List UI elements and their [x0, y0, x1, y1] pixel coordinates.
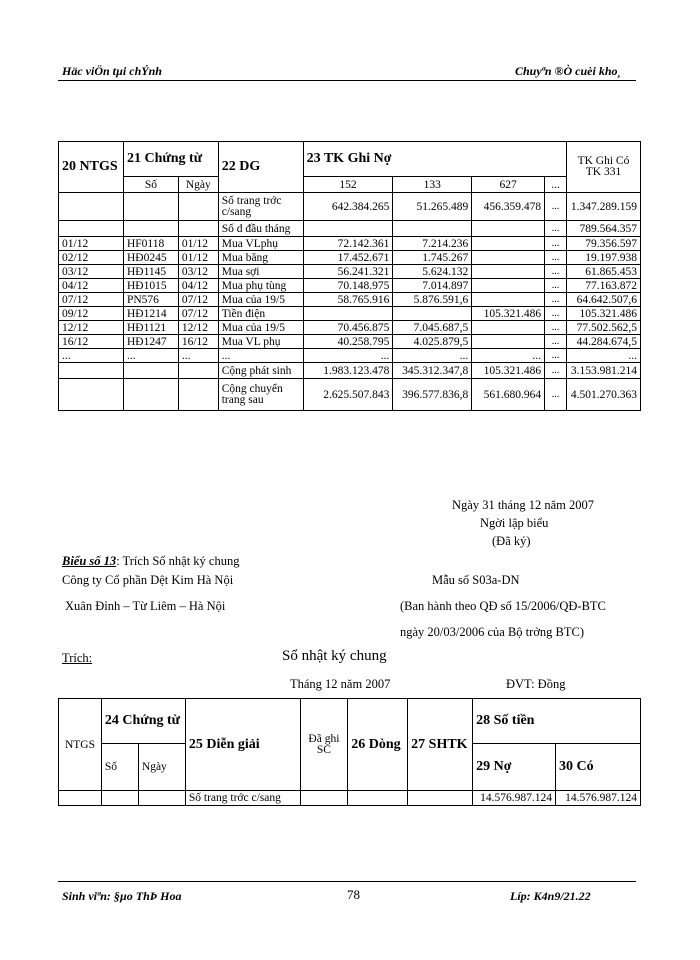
- col-dien-giai: 25 Diễn giải: [185, 699, 300, 791]
- book-title: Sổ nhật ký chung: [282, 648, 387, 664]
- cell-ngay: [178, 221, 218, 237]
- col-no: 29 Nợ: [473, 744, 556, 791]
- cell-ngay: ...: [178, 349, 218, 363]
- cell-co: 77.163.872: [566, 279, 640, 293]
- journal-body: [59, 791, 641, 806]
- cell-dg: Mua băng: [218, 251, 303, 265]
- cell-ngay: 16/12: [178, 335, 218, 349]
- cell-ntgs: 04/12: [59, 279, 124, 293]
- footer-left: Sinh viªn: §µo ThÞ Hoa: [62, 889, 182, 903]
- cell-c152: 70.456.875: [303, 321, 393, 335]
- cell-c152: 17.452.671: [303, 251, 393, 265]
- col-ntgs: 20 NTGS: [59, 142, 124, 193]
- cell-c133: 396.577.836,8: [393, 379, 472, 411]
- cell-cd: ...: [545, 221, 567, 237]
- table-row: [59, 349, 641, 363]
- col-chung-tu: 24 Chứng từ: [101, 699, 185, 744]
- col-so: Số: [123, 177, 178, 193]
- cell-ntgs: ...: [59, 349, 124, 363]
- header-rule: [58, 80, 636, 81]
- cell-so: HF0118: [123, 237, 178, 251]
- cell-shtk: [408, 791, 473, 806]
- col-da-ghi-sc: Đã ghi SC: [300, 699, 348, 791]
- cell-so: HĐ1145: [123, 265, 178, 279]
- cell-dong: [348, 791, 408, 806]
- table-row: [59, 265, 641, 279]
- cell-dg: Mua sợi: [218, 265, 303, 279]
- cell-c133: 51.265.489: [393, 193, 472, 221]
- cell-c627: [472, 293, 545, 307]
- cell-c627: [472, 279, 545, 293]
- cell-so: [123, 379, 178, 411]
- cell-ngay: 12/12: [178, 321, 218, 335]
- cell-ntgs: [59, 193, 124, 221]
- cell-co: 14.576.987.124: [556, 791, 641, 806]
- cell-so: HĐ0245: [123, 251, 178, 265]
- cell-cd: ...: [545, 279, 567, 293]
- form-label: Biểu số 13: [62, 554, 117, 568]
- company-address: Xuân Đỉnh – Từ Liêm – Hà Nội: [65, 599, 226, 613]
- cell-dg: Tiền điện: [218, 307, 303, 321]
- cell-c133: [393, 221, 472, 237]
- cell-c133: 7.014.897: [393, 279, 472, 293]
- cell-cd: ...: [545, 349, 567, 363]
- cell-ngay: 01/12: [178, 251, 218, 265]
- col-dong: 26 Dòng: [348, 699, 408, 791]
- page-number: 78: [347, 887, 360, 902]
- cell-co: 1.347.289.159: [566, 193, 640, 221]
- cell-ntgs: [59, 791, 102, 806]
- ledger-table: [58, 141, 641, 411]
- form-decision-date: ngày 20/03/2006 của Bộ trởng BTC): [400, 625, 585, 639]
- cell-cd: ...: [545, 335, 567, 349]
- col-chung-tu: 21 Chứng từ: [123, 142, 218, 177]
- cell-dg: Cộng chuyển trang sau: [218, 379, 303, 411]
- cell-c627: [472, 335, 545, 349]
- cell-ngay: [178, 193, 218, 221]
- cell-cd: ...: [545, 237, 567, 251]
- cell-so: [101, 791, 138, 806]
- cell-so: PN576: [123, 293, 178, 307]
- trich-label: Trích:: [62, 651, 93, 665]
- cell-cd: ...: [545, 293, 567, 307]
- cell-co: 4.501.270.363: [566, 379, 640, 411]
- cell-cd: ...: [545, 363, 567, 379]
- cell-dien_giai: Số trang trớc c/sang: [185, 791, 300, 806]
- ledger-body: [59, 193, 641, 411]
- cell-c627: ...: [472, 349, 545, 363]
- table-row: [59, 279, 641, 293]
- cell-co: 64.642.507,6: [566, 293, 640, 307]
- form-decision: (Ban hành theo QĐ số 15/2006/QĐ-BTC: [400, 599, 606, 613]
- cell-co: 789.564.357: [566, 221, 640, 237]
- cell-c152: 58.765.916: [303, 293, 393, 307]
- col-ngay: Ngày: [138, 744, 185, 791]
- cell-cd: ...: [545, 251, 567, 265]
- table-row: [59, 193, 641, 221]
- cell-c152: 1.983.123.478: [303, 363, 393, 379]
- cell-c152: 2.625.507.843: [303, 379, 393, 411]
- journal-table: [58, 698, 641, 806]
- col-133: 133: [393, 177, 472, 193]
- col-627: 627: [472, 177, 545, 193]
- cell-dg: Mua của 19/5: [218, 293, 303, 307]
- cell-c152: 56.241.321: [303, 265, 393, 279]
- cell-dg: Mua VL phụ: [218, 335, 303, 349]
- cell-ntgs: 12/12: [59, 321, 124, 335]
- cell-ngay: [138, 791, 185, 806]
- cell-c152: 40.258.795: [303, 335, 393, 349]
- cell-cd: ...: [545, 307, 567, 321]
- cell-c627: [472, 265, 545, 279]
- cell-so: HĐ1015: [123, 279, 178, 293]
- cell-dg: Cộng phát sinh: [218, 363, 303, 379]
- cell-c133: [393, 307, 472, 321]
- header-left: Häc viÖn tµi chÝnh: [62, 64, 162, 78]
- cell-c133: 5.876.591,6: [393, 293, 472, 307]
- cell-ntgs: 03/12: [59, 265, 124, 279]
- cell-c152: ...: [303, 349, 393, 363]
- cell-dg: Mua VLphụ: [218, 237, 303, 251]
- cell-cd: ...: [545, 265, 567, 279]
- col-ngay: Ngày: [178, 177, 218, 193]
- cell-c627: [472, 221, 545, 237]
- cell-ntgs: [59, 221, 124, 237]
- cell-c152: [303, 221, 393, 237]
- cell-c627: 456.359.478: [472, 193, 545, 221]
- cell-ntgs: [59, 379, 124, 411]
- cell-c152: [303, 307, 393, 321]
- cell-dg: Mua phụ tùng: [218, 279, 303, 293]
- col-shtk: 27 SHTK: [408, 699, 473, 791]
- cell-so: ...: [123, 349, 178, 363]
- col-co: 30 Có: [556, 744, 641, 791]
- cell-so: [123, 221, 178, 237]
- cell-so: HĐ1247: [123, 335, 178, 349]
- table-row: [59, 363, 641, 379]
- cell-co: 77.502.562,5: [566, 321, 640, 335]
- form-title: : Trích Sổ nhật ký chung: [116, 554, 240, 568]
- cell-ntgs: 07/12: [59, 293, 124, 307]
- cell-ntgs: [59, 363, 124, 379]
- cell-ntgs: 09/12: [59, 307, 124, 321]
- cell-c627: 561.680.964: [472, 379, 545, 411]
- col-dg: 22 DG: [218, 142, 303, 193]
- signature-date: Ngày 31 tháng 12 năm 2007: [452, 498, 594, 512]
- cell-da_ghi: [300, 791, 348, 806]
- cell-co: 105.321.486: [566, 307, 640, 321]
- header-right: Chuyªn ®Ò cuèi kho¸: [515, 64, 622, 78]
- cell-dg: ...: [218, 349, 303, 363]
- table-row: [59, 237, 641, 251]
- cell-so: [123, 363, 178, 379]
- signature-role: Ngời lập biểu: [480, 516, 549, 530]
- cell-co: 3.153.981.214: [566, 363, 640, 379]
- cell-no: 14.576.987.124: [473, 791, 556, 806]
- table-row: [59, 251, 641, 265]
- cell-c133: 7.045.687,5: [393, 321, 472, 335]
- cell-c152: 70.148.975: [303, 279, 393, 293]
- cell-c133: 5.624.132: [393, 265, 472, 279]
- col-ntgs: NTGS: [59, 699, 102, 791]
- cell-c627: 105.321.486: [472, 307, 545, 321]
- table-row: [59, 335, 641, 349]
- cell-so: HĐ1121: [123, 321, 178, 335]
- cell-ngay: 07/12: [178, 293, 218, 307]
- cell-co: 44.284.674,5: [566, 335, 640, 349]
- cell-co: 19.197.938: [566, 251, 640, 265]
- cell-c152: 642.384.265: [303, 193, 393, 221]
- cell-co: 61.865.453: [566, 265, 640, 279]
- cell-c627: [472, 321, 545, 335]
- book-month: Tháng 12 năm 2007: [290, 677, 391, 691]
- cell-ntgs: 16/12: [59, 335, 124, 349]
- cell-c627: [472, 237, 545, 251]
- cell-ntgs: 01/12: [59, 237, 124, 251]
- col-so-tien: 28 Số tiền: [473, 699, 641, 744]
- col-so: Số: [101, 744, 138, 791]
- cell-cd: ...: [545, 379, 567, 411]
- table-row: [59, 221, 641, 237]
- cell-c133: 345.312.347,8: [393, 363, 472, 379]
- form-heading: [62, 554, 239, 569]
- table-row: [59, 307, 641, 321]
- cell-co: 79.356.597: [566, 237, 640, 251]
- cell-ngay: 03/12: [178, 265, 218, 279]
- cell-so: HĐ1214: [123, 307, 178, 321]
- footer-right: Líp: K4n9/21.22: [510, 889, 591, 903]
- col-tk-ghi-co: TK Ghi Có TK 331: [566, 142, 640, 193]
- cell-so: [123, 193, 178, 221]
- cell-c627: 105.321.486: [472, 363, 545, 379]
- table-row: [59, 379, 641, 411]
- cell-ntgs: 02/12: [59, 251, 124, 265]
- cell-ngay: 01/12: [178, 237, 218, 251]
- cell-c627: [472, 251, 545, 265]
- cell-co: ...: [566, 349, 640, 363]
- table-row: [59, 321, 641, 335]
- cell-ngay: [178, 379, 218, 411]
- cell-ngay: [178, 363, 218, 379]
- cell-c133: 1.745.267: [393, 251, 472, 265]
- cell-cd: ...: [545, 193, 567, 221]
- cell-ngay: 04/12: [178, 279, 218, 293]
- col-152: 152: [303, 177, 393, 193]
- table-row: [59, 293, 641, 307]
- cell-c133: ...: [393, 349, 472, 363]
- footer-rule: [58, 881, 636, 882]
- cell-dg: Mua của 19/5: [218, 321, 303, 335]
- cell-cd: ...: [545, 321, 567, 335]
- cell-c133: 7.214.236: [393, 237, 472, 251]
- unit-label: ĐVT: Đồng: [506, 677, 566, 691]
- signature-note: (Đã ký): [492, 534, 531, 548]
- col-tk-ghi-no: 23 TK Ghi Nợ: [303, 142, 566, 177]
- cell-dg: Số trang trớc c/sang: [218, 193, 303, 221]
- form-number: Mẫu số S03a-DN: [432, 573, 520, 587]
- cell-c133: 4.025.879,5: [393, 335, 472, 349]
- cell-ngay: 07/12: [178, 307, 218, 321]
- cell-c152: 72.142.361: [303, 237, 393, 251]
- company-name: Công ty Cổ phần Dệt Kim Hà Nội: [62, 573, 234, 587]
- col-more: ...: [545, 177, 567, 193]
- cell-dg: Số d đầu tháng: [218, 221, 303, 237]
- table-row: [59, 791, 641, 806]
